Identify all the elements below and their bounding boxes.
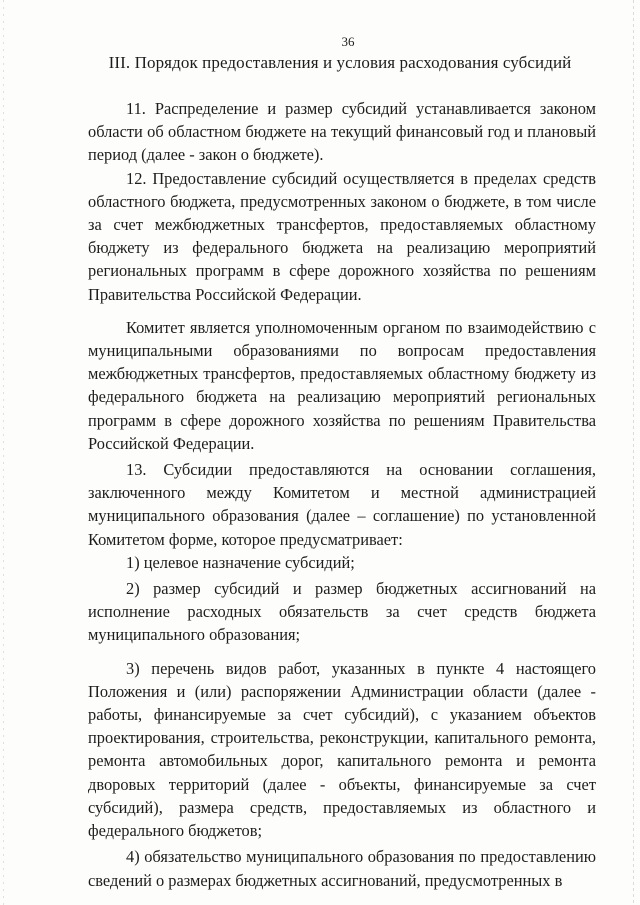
paragraph-13: 13. Субсидии предоставляются на основании соглашения, заключенного между Комитетом и местной администрацией муниципального образования (далее – соглашение) по установленной Комитетом форме, которое предусматривает: (88, 460, 596, 549)
document-body (88, 94, 596, 892)
page-number: 36 (341, 34, 355, 49)
list-item-2: 2) размер субсидий и размер бюджетных ассигнований на исполнение расходных обязательств за счет средств бюджета муниципального образования; (88, 579, 596, 645)
list-item-3: 3) перечень видов работ, указанных в пункте 4 настоящего Положения и (или) распоряжении Администрации области (далее - работы, финансируемые за счет субсидий), с указанием объектов проектирования, строительства, реконструкции, капитального ремонта, ремонта автомобильных дорог, капитального ремонта и ремонта дворовых территорий (далее - объекты, финансируемые за счет субсидий), размера средств, предоставляемых из областного и федерального бюджетов; (88, 658, 596, 841)
section-heading: III. Порядок предоставления и условия расходования субсидий (108, 53, 572, 72)
paragraph-12: 12. Предоставление субсидий осуществляется в пределах средств областного бюджета, предусмотренных законом о бюджете, в том числе за счет межбюджетных трансфертов, предоставляемых областному бюджету из федерального бюджета на реализацию мероприятий региональных программ в сфере дорожного хозяйства по решениям Правительства Российской Федерации. (88, 168, 596, 304)
list-item-4: 4) обязательство муниципального образования по предоставлению сведений о размерах бюджетных ассигнований, предусмотренных в (88, 847, 596, 890)
scan-edge-left (3, 0, 4, 905)
paragraph-committee: Комитет является уполномоченным органом по взаимодействию с муниципальными образованиями по вопросам предоставления межбюджетных трансфертов, предоставляемых областному бюджету из федерального бюджета на реализацию мероприятий региональных программ в сфере дорожного хозяйства по решениям Правительства Российской Федерации. (88, 317, 596, 453)
paragraph-11: 11. Распределение и размер субсидий устанавливается законом области об областном бюджете на текущий финансовый год и плановый период (далее - закон о бюджете). (88, 99, 596, 165)
scan-edge-right (633, 0, 634, 905)
list-item-1: 1) целевое назначение субсидий; (126, 552, 355, 572)
